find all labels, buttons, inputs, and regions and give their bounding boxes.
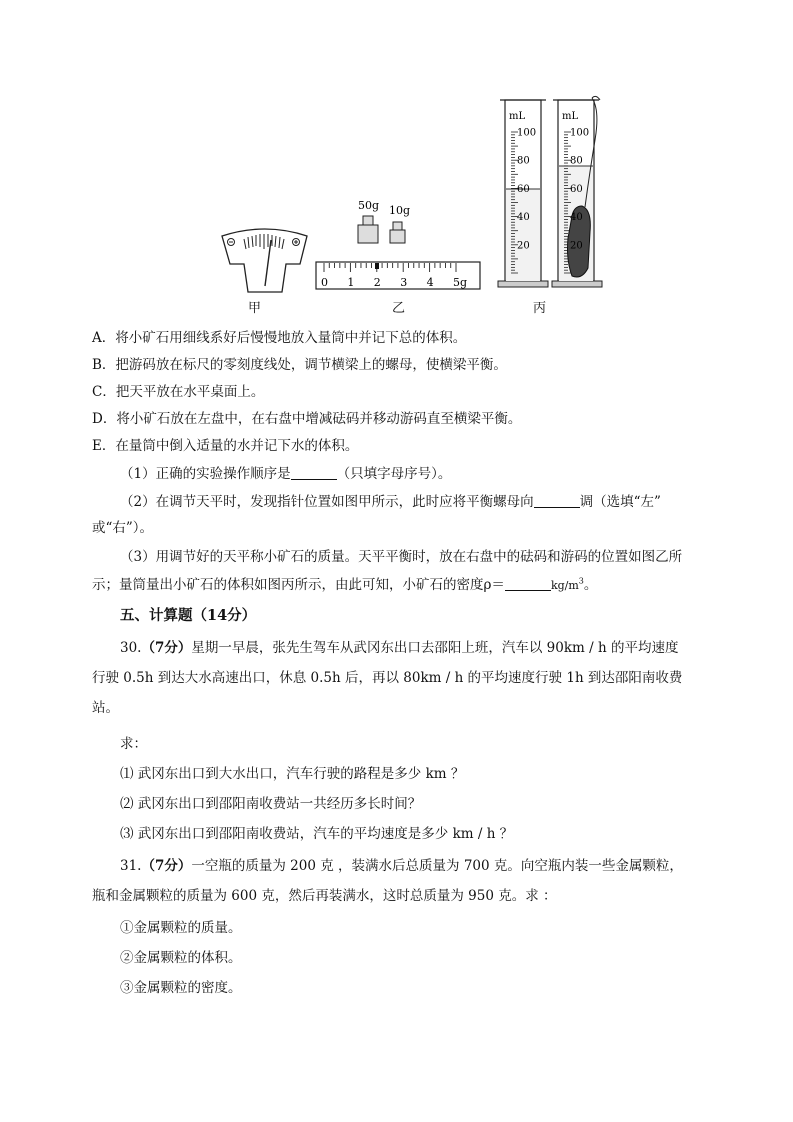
- cylinder-tick-label: 60: [570, 183, 583, 195]
- question-1-text: （1）正确的实验操作顺序是: [120, 466, 291, 482]
- answer-blank-1[interactable]: [291, 465, 337, 480]
- cylinder-tick-label: 100: [570, 127, 590, 139]
- figure-label-jia: 甲: [248, 301, 262, 316]
- question-3-text: 示；量筒量出小矿石的体积如图丙所示，由此可知，小矿石的密度ρ＝: [92, 577, 505, 593]
- section-5-heading: 五、计算题（14分）: [120, 607, 257, 624]
- step-b: B．把游码放在标尺的零刻度线处，调节横梁上的螺母，使横梁平衡。: [92, 357, 507, 373]
- problem-30-ask: 求：: [120, 736, 147, 752]
- problem-30-item-2: ⑵ 武冈东出口到邵阳南收费站一共经历多长时间？: [120, 796, 422, 812]
- problem-31-line1: [120, 854, 683, 874]
- weight-50g-label: 50g: [358, 199, 380, 212]
- figure-label-bing: 丙: [533, 301, 547, 316]
- cylinder-tick-label: 20: [517, 240, 530, 252]
- ruler-label: 0: [321, 276, 328, 289]
- problem-30-score: （7分）: [141, 640, 192, 656]
- weight-10g-label: 10g: [389, 204, 411, 217]
- ruler-label: 2: [373, 276, 381, 289]
- problem-30-line2: 行驶 0.5h 到达大水高速出口，休息 0.5h 后，再以 80km / h 的平均速度行驶 1h 到达邵阳南收费: [92, 670, 683, 686]
- ruler-label: 4: [426, 276, 434, 289]
- problem-30-line1: [120, 636, 678, 656]
- problem-30-text-1: 星期一早晨，张先生驾车从武冈东出口去邵阳上班，汽车以 90km / h 的平均速度: [191, 640, 679, 656]
- weight-50g: [358, 216, 378, 243]
- balance-scale-drawing: [222, 229, 307, 292]
- problem-31-item-2: ②金属颗粒的体积。: [120, 950, 242, 966]
- problem-31-line2: 瓶和金属颗粒的质量为 600 克，然后再装满水，这时总质量为 950 克。求 ：: [92, 888, 557, 904]
- cylinder-tick-label: 40: [570, 212, 583, 224]
- cylinder-tick-label: 60: [517, 183, 530, 195]
- answer-blank-3[interactable]: [505, 576, 551, 591]
- step-a: A．将小矿石用细线系好后慢慢地放入量筒中并记下总的体积。: [92, 330, 467, 346]
- ruler-label: 3: [400, 276, 408, 289]
- problem-30-item-3: ⑶ 武冈东出口到邵阳南收费站，汽车的平均速度是多少 km / h ？: [120, 826, 514, 842]
- step-c: C．把天平放在水平桌面上。: [92, 384, 265, 400]
- problem-31-item-1: ①金属颗粒的质量。: [120, 920, 242, 936]
- problem-30-number: 30.: [120, 640, 142, 656]
- cylinder-tick-label: 40: [517, 212, 530, 224]
- problem-30-item-1: ⑴ 武冈东出口到大水出口，汽车行驶的路程是多少 km ？: [120, 766, 465, 782]
- question-2-suffix: 调（选填“左”: [579, 494, 661, 510]
- cylinder-tick-label: 80: [570, 155, 583, 167]
- problem-31-score: （7分）: [141, 858, 192, 874]
- step-d: D．将小矿石放在左盘中，在右盘中增减砝码并移动游码直至横梁平衡。: [92, 411, 522, 427]
- question-3-line2: [92, 573, 597, 593]
- problem-30-line3: 站。: [92, 700, 119, 716]
- question-2: [120, 490, 661, 510]
- problem-31-text-1: 一空瓶的质量为 200 克 ，装满水后总质量为 700 克。向空瓶内装一些金属颗粒，: [191, 858, 683, 874]
- cylinder-tick-label: 20: [570, 240, 583, 252]
- cylinder-left-unit: mL: [509, 111, 526, 122]
- cylinder-tick-label: 100: [517, 127, 537, 139]
- cylinder-tick-label: 80: [517, 155, 530, 167]
- question-1-suffix: （只填字母序号）。: [336, 466, 452, 482]
- figure-label-yi: 乙: [392, 301, 406, 316]
- answer-blank-2[interactable]: [534, 493, 580, 508]
- experiment-figure: [0, 0, 793, 320]
- problem-31-item-3: ③金属颗粒的密度。: [120, 980, 242, 996]
- question-1: [120, 462, 451, 482]
- question-3-line1: （3）用调节好的天平称小矿石的质量。天平平衡时，放在右盘中的砝码和游码的位置如图乙所: [120, 549, 683, 565]
- question-3-end: 。: [583, 577, 598, 593]
- density-unit-sup: 3: [578, 576, 584, 586]
- question-2-line2: 或“右”）。: [92, 520, 154, 536]
- figure-svg: [0, 0, 793, 320]
- cylinder-right-unit: mL: [562, 111, 579, 122]
- density-unit: kg/m: [550, 579, 579, 592]
- question-2-text: （2）在调节天平时，发现指针位置如图甲所示，此时应将平衡螺母向: [120, 494, 534, 510]
- rider-marker: [375, 263, 379, 269]
- problem-31-number: 31.: [120, 858, 142, 874]
- ruler-label: 5g: [453, 276, 468, 289]
- step-e: E．在量筒中倒入适量的水并记下水的体积。: [92, 438, 359, 454]
- ruler-label: 1: [347, 276, 355, 289]
- weight-10g: [390, 222, 405, 243]
